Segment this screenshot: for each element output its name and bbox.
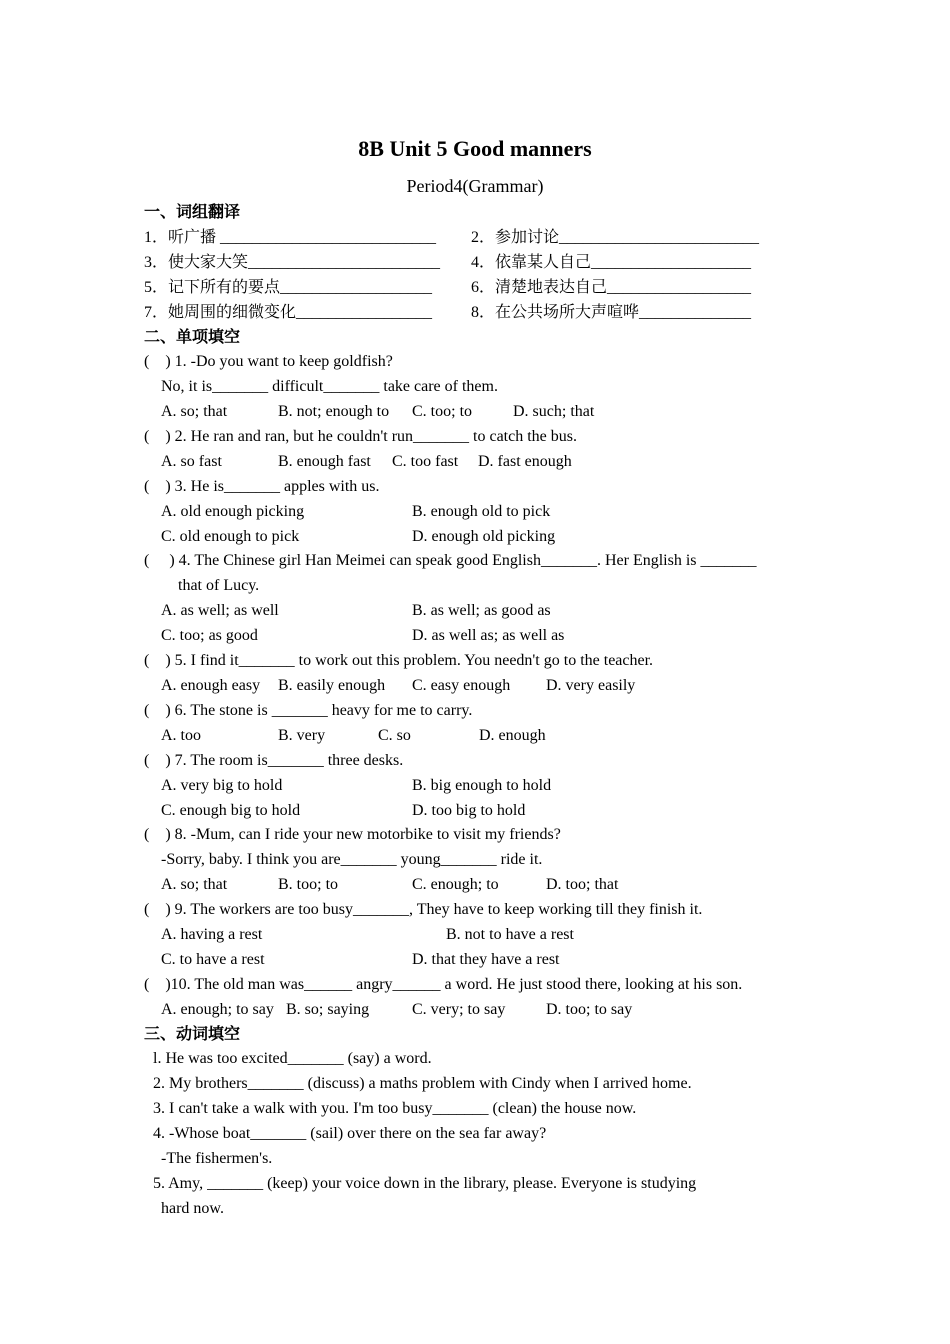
option-c: C. very; to say <box>412 1001 506 1018</box>
option-a: A. so fast <box>161 453 222 470</box>
page-title: 8B Unit 5 Good manners <box>358 136 592 161</box>
option-d: D. too big to hold <box>412 802 526 819</box>
option-d: D. enough old picking <box>412 528 556 545</box>
question-stem: ( ) 6. The stone is _______ heavy for me to carry. <box>144 702 473 719</box>
translation-item: 4．依靠某人自己____________________ <box>471 254 752 271</box>
question-stem: ( ) 7. The room is_______ three desks. <box>144 752 404 769</box>
option-b: B. as well; as good as <box>412 602 551 619</box>
question-stem: ( ) 4. The Chinese girl Han Meimei can speak good English_______. Her English is _______ <box>144 552 757 569</box>
option-b: B. enough old to pick <box>412 503 551 520</box>
option-d: D. very easily <box>546 677 636 694</box>
option-c: C. to have a rest <box>161 951 265 968</box>
question-stem: ( ) 3. He is_______ apples with us. <box>144 478 380 495</box>
section-heading-multiple-choice: 二、单项填空 <box>144 329 241 346</box>
option-d: D. too; that <box>546 876 619 893</box>
translation-item: 5．记下所有的要点___________________ <box>144 279 433 296</box>
option-a: A. too <box>161 727 201 744</box>
option-b: B. big enough to hold <box>412 777 552 794</box>
option-a: A. old enough picking <box>161 503 305 520</box>
option-d: D. fast enough <box>478 453 572 470</box>
question-stem: ( ) 8. -Mum, can I ride your new motorbike to visit my friends? <box>144 826 561 843</box>
question-stem: ( ) 5. I find it_______ to work out this problem. You needn't go to the teacher. <box>144 652 654 669</box>
option-a: A. enough; to say <box>161 1001 274 1018</box>
option-c: C. enough big to hold <box>161 802 301 819</box>
question-stem-continuation: that of Lucy. <box>178 577 260 594</box>
verb-fill-item: 4. -Whose boat_______ (sail) over there on the sea far away? <box>153 1125 547 1142</box>
option-d: D. too; to say <box>546 1001 633 1018</box>
verb-fill-item-continuation: -The fishermen's. <box>161 1150 273 1167</box>
option-c: C. too; as good <box>161 627 258 644</box>
question-stem: ( ) 1. -Do you want to keep goldfish? <box>144 353 393 370</box>
option-c: C. enough; to <box>412 876 499 893</box>
question-stem-continuation: -Sorry, baby. I think you are_______ young_______ ride it. <box>161 851 543 868</box>
option-c: C. too; to <box>412 403 473 420</box>
option-b: B. too; to <box>278 876 339 893</box>
option-c: C. so <box>378 727 411 744</box>
verb-fill-item: 3. I can't take a walk with you. I'm too busy_______ (clean) the house now. <box>153 1100 637 1117</box>
option-c: C. easy enough <box>412 677 511 694</box>
question-stem-continuation: No, it is_______ difficult_______ take care of them. <box>161 378 498 395</box>
section-heading-translation: 一、词组翻译 <box>144 204 241 221</box>
option-d: D. that they have a rest <box>412 951 560 968</box>
option-b: B. enough fast <box>278 453 371 470</box>
option-a: A. very big to hold <box>161 777 283 794</box>
option-b: B. not; enough to <box>278 403 390 420</box>
option-a: A. enough easy <box>161 677 261 694</box>
option-c: C. old enough to pick <box>161 528 300 545</box>
page-subtitle: Period4(Grammar) <box>406 176 544 196</box>
option-a: A. having a rest <box>161 926 263 943</box>
translation-item: 6．清楚地表达自己__________________ <box>471 279 752 296</box>
verb-fill-item: l. He was too excited_______ (say) a word. <box>153 1050 432 1067</box>
option-a: A. so; that <box>161 403 228 420</box>
option-a: A. as well; as well <box>161 602 279 619</box>
verb-fill-item: 2. My brothers_______ (discuss) a maths problem with Cindy when I arrived home. <box>153 1075 692 1092</box>
translation-item: 1．听广播 ___________________________ <box>144 229 437 246</box>
question-stem: ( )10. The old man was______ angry______ a word. He just stood there, looking at his son. <box>144 976 743 993</box>
question-stem: ( ) 9. The workers are too busy_______, They have to keep working till they finish it. <box>144 901 703 918</box>
question-stem: ( ) 2. He ran and ran, but he couldn't run_______ to catch the bus. <box>144 428 577 445</box>
option-b: B. very <box>278 727 326 744</box>
option-c: C. too fast <box>392 453 459 470</box>
verb-fill-item-continuation: hard now. <box>161 1200 224 1217</box>
option-d: D. such; that <box>513 403 595 420</box>
translation-item: 2．参加讨论_________________________ <box>471 229 760 246</box>
section-heading-verb-fill: 三、动词填空 <box>144 1026 241 1043</box>
translation-item: 7．她周围的细微变化_________________ <box>144 304 433 321</box>
verb-fill-item: 5. Amy, _______ (keep) your voice down in the library, please. Everyone is studying <box>153 1175 697 1192</box>
option-d: D. enough <box>479 727 546 744</box>
option-b: B. easily enough <box>278 677 386 694</box>
option-d: D. as well as; as well as <box>412 627 565 644</box>
translation-item: 8．在公共场所大声喧哗______________ <box>471 304 752 321</box>
option-a: A. so; that <box>161 876 228 893</box>
translation-item: 3．使大家大笑________________________ <box>144 254 441 271</box>
option-b: B. not to have a rest <box>446 926 574 943</box>
option-b: B. so; saying <box>286 1001 370 1018</box>
